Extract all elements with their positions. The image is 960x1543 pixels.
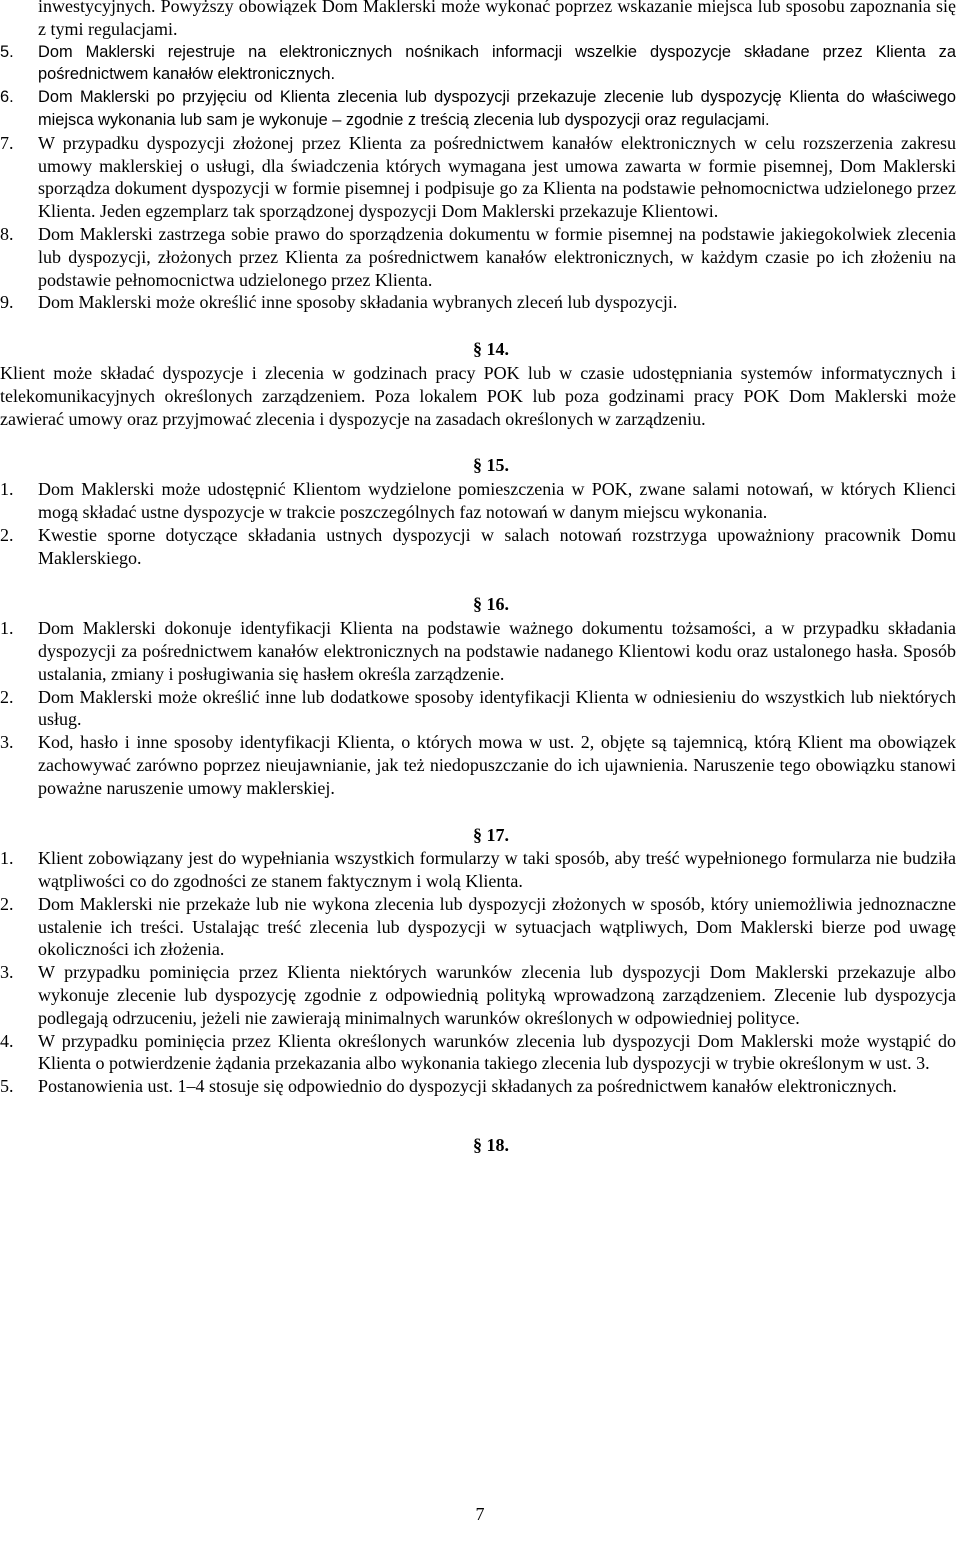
list-item (0, 291, 956, 314)
list-item (0, 961, 956, 1029)
list-item (0, 86, 956, 132)
list-item-text: Dom Maklerski może udostępnić Klientom wydzielone pomieszczenia w POK, zwane salami notowań, w których Klienci mogą składać ustne dyspozycje w trakcie poszczególnych faz notowań w danym miejscu wykonania. (38, 479, 956, 522)
section-14-paragraph: Klient może składać dyspozycje i zlecenia w godzinach pracy POK lub w czasie udostępniania systemów informatycznych i telekomunikacyjnych określonych zarządzeniem. Poza lokalem POK lub poza godzinami pracy POK Dom Maklerski może zawierać umowy oraz przyjmować zlecenia i dyspozycje na zasadach określonych w zarządzeniu. (0, 362, 956, 429)
list-item-number: 3. (0, 962, 14, 983)
list-item-text: Kwestie sporne dotyczące składania ustnych dyspozycji w salach notowań rozstrzyga upoważniony pracownik Domu Maklerskiego. (38, 524, 956, 568)
list-item-text: W przypadku pominięcia przez Klienta niektórych warunków zlecenia lub dyspozycji Dom Maklerski przekazuje albo wykonuje zlecenie lub dyspozycję zgodnie z odpowiednią polityką wprowadzoną zarządzeniem. Zlecenie lub dyspozycja podlegają odrzuceniu, jeżeli nie zawierają minimalnych warunków określonych w odpowiedniej polityce. (38, 962, 956, 1028)
list-item-number: 2. (0, 893, 14, 914)
list-item-number: 1. (0, 479, 14, 500)
list-item (0, 893, 956, 961)
list-item-text: W przypadku dyspozycji złożonej przez Klienta za pośrednictwem kanałów elektronicznych w celu rozszerzenia zakresu umowy maklerskiej o usługi, dla świadczenia których wymagana jest umowa zawarta w formie pisemnej, Dom Maklerski sporządza dokument dyspozycji w formie pisemnej i podpisuje go za Klienta na podstawie pełnomocnictwa udzielonego przez Klienta. Jeden egzemplarz tak sporządzonej dyspozycji Dom Maklerski przekazuje Klientowi. (38, 132, 956, 222)
section-heading-15: § 15. (473, 455, 509, 476)
list-item-number: 7. (0, 132, 14, 153)
list-item-number: 5. (0, 1076, 14, 1097)
list-item (0, 132, 956, 223)
list-item (0, 1075, 956, 1098)
list-item-number: 3. (0, 732, 14, 753)
list-item-text: W przypadku pominięcia przez Klienta określonych warunków zlecenia lub dyspozycji Dom Maklerski może wystąpić do Klienta o potwierdzenie żądania przekazania albo wykonania takiego zlecenia lub dyspozycji w trybie określonym w ust. 3. (38, 1030, 956, 1074)
section-heading-18: § 18. (473, 1135, 509, 1156)
list-item-number: 2. (0, 686, 14, 707)
page-number: 7 (475, 1504, 485, 1524)
list-item-number: 6. (0, 88, 14, 107)
list-item-number: 5. (0, 42, 14, 61)
list-item-text: inwestycyjnych. Powyższy obowiązek Dom Maklerski może wykonać poprzez wskazanie miejsca lub sposobu zapoznania się z tymi regulacjami. (38, 0, 956, 39)
list-item-text: Dom Maklerski zastrzega sobie prawo do sporządzenia dokumentu w formie pisemnej na podstawie jakiegokolwiek zlecenia lub dyspozycji, złożonych przez Klienta za pośrednictwem kanałów elektronicznych, w każdym czasie po ich złożeniu na podstawie pełnomocnictwa udzielonego przez Klienta. (38, 223, 956, 290)
list-item-text: Dom Maklerski może określić inne sposoby składania wybranych zleceń lub dyspozycji. (38, 292, 678, 313)
list-item (0, 1030, 956, 1076)
list-item-text: Dom Maklerski dokonuje identyfikacji Klienta na podstawie ważnego dokumentu tożsamości, a w przypadku składania dyspozycji za pośrednictwem kanałów elektronicznych na podstawie nadanego Klientowi kodu oraz ustalonego hasła. Sposób ustalania, zmiany i posługiwania się hasłem określa zarządzenie. (38, 618, 956, 684)
list-item-number: 2. (0, 524, 14, 545)
list-item (0, 223, 956, 291)
list-item (0, 524, 956, 570)
list-item-continuation (0, 0, 956, 41)
list-item-number: 1. (0, 618, 14, 639)
list-item-number: 1. (0, 848, 14, 869)
list-item-text: Klient zobowiązany jest do wypełniania wszystkich formularzy w taki sposób, aby treść wypełnionego formularza nie budziła wątpliwości co do zgodności ze stanem faktycznym i wolą Klienta. (38, 848, 956, 892)
list-item (0, 478, 956, 524)
list-item-text: Dom Maklerski rejestruje na elektronicznych nośnikach informacji wszelkie dyspozycje składane przez Klienta za pośrednictwem kanałów elektronicznych. (38, 42, 956, 84)
list-item (0, 617, 956, 685)
list-item-number: 4. (0, 1030, 14, 1051)
list-item-text: Kod, hasło i inne sposoby identyfikacji Klienta, o których mowa w ust. 2, objęte są tajemnicą, którą Klient ma obowiązek zachowywać zarówno poprzez nieujawnianie, jak też niedopuszczanie do ich ujawnienia. Naruszenie tego obowiązku stanowi poważne naruszenie umowy maklerskiej. (38, 732, 956, 798)
section-heading-16: § 16. (473, 594, 509, 615)
list-item-number: 9. (0, 292, 14, 313)
list-item-text: Dom Maklerski może określić inne lub dodatkowe sposoby identyfikacji Klienta w odniesieniu do wszystkich lub niektórych usług. (38, 686, 956, 730)
list-item (0, 41, 956, 87)
section-heading-17: § 17. (473, 824, 509, 845)
list-item-text: Postanowienia ust. 1–4 stosuje się odpowiednio do dyspozycji składanych za pośrednictwem kanałów elektronicznych. (38, 1076, 897, 1097)
list-item (0, 731, 956, 799)
list-item (0, 686, 956, 732)
list-item-number: 8. (0, 223, 14, 244)
list-item-text: Dom Maklerski nie przekaże lub nie wykona zlecenia lub dyspozycji złożonych w sposób, który uniemożliwia jednoznaczne ustalenie ich treści. Ustalając treść zlecenia lub dyspozycji w sytuacjach wątpliwych, Dom Maklerski bierze pod uwagę okoliczności ich złożenia. (38, 893, 956, 960)
list-item-text: Dom Maklerski po przyjęciu od Klienta zlecenia lub dyspozycji przekazuje zlecenie lub dyspozycję Klienta do właściwego miejsca wykonania lub sam je wykonuje – zgodnie z treścią zlecenia lub dyspozycji oraz regulacjami. (38, 88, 956, 129)
section-heading-14: § 14. (473, 339, 509, 360)
list-item (0, 847, 956, 893)
